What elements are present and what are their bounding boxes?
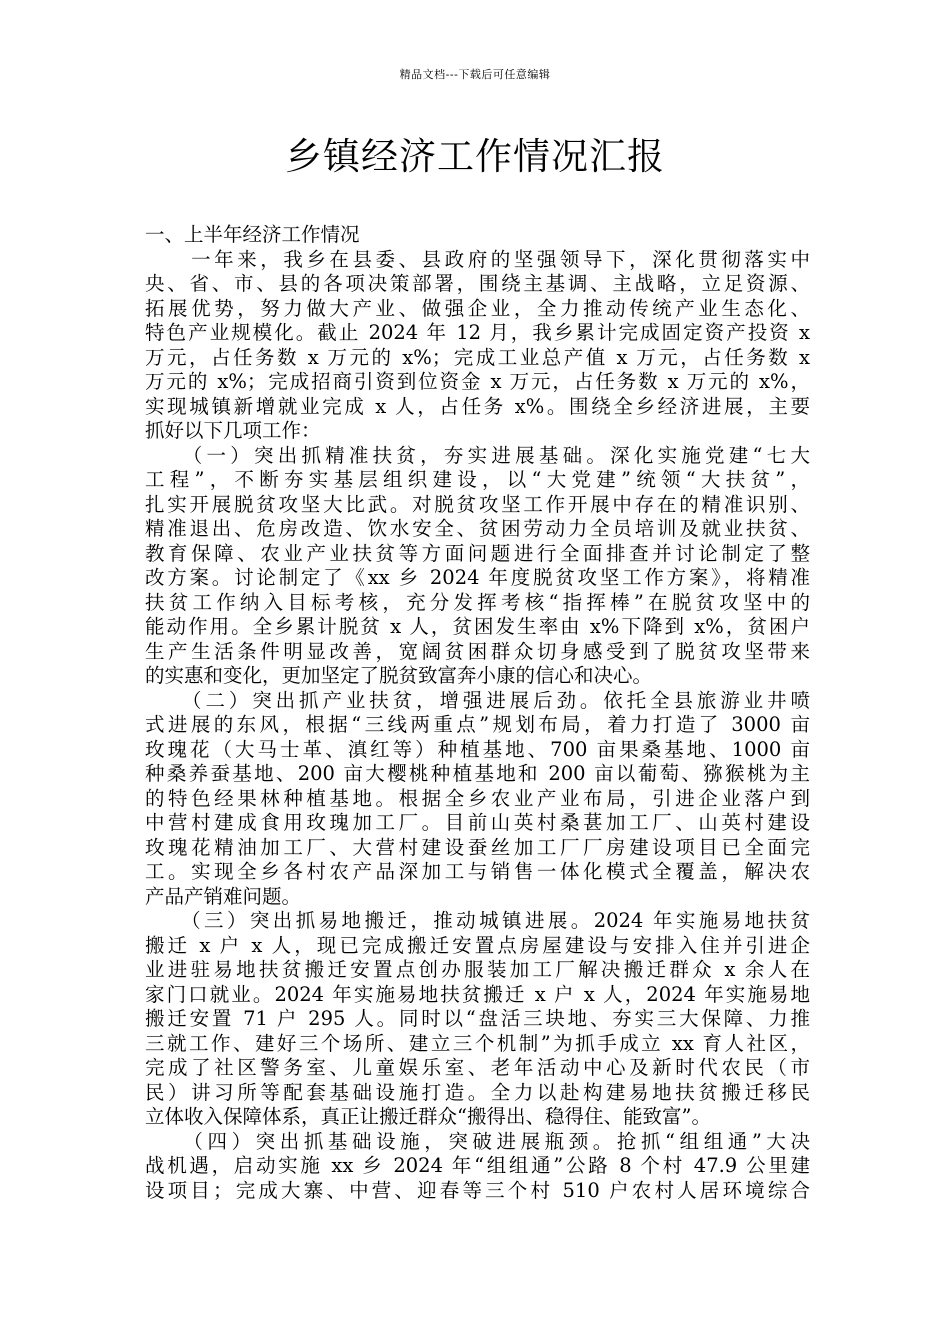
text-line: 种桑养蚕基地、200 亩大樱桃种植基地和 200 亩以葡萄、猕猴桃为主 xyxy=(145,762,810,785)
text-line: 改方案。讨论制定了《xx 乡 2024 年度脱贫攻坚工作方案》，将精准 xyxy=(145,566,810,589)
text-line: 教育保障、农业产业扶贫等方面问题进行全面排查并讨论制定了整 xyxy=(145,541,810,565)
text-line: 实现城镇新增就业完成 x 人，占任务 x%。围绕全乡经济进展，主要 xyxy=(145,394,810,418)
text-line: 玫瑰花精油加工厂、大营村建设蚕丝加工厂厂房建设项目已全面完 xyxy=(145,835,810,859)
text-line: 万元，占任务数 x 万元的 x%；完成工业总产值 x 万元，占任务数 x xyxy=(145,345,810,369)
text-line: （四）突出抓基础设施，突破进展瓶颈。抢抓“组组通”大决 xyxy=(145,1129,810,1153)
text-line: 特色产业规模化。截止 2024 年 12 月，我乡累计完成固定资产投资 x xyxy=(145,321,810,344)
text-line: 万元的 x%；完成招商引资到位资金 x 万元，占任务数 x 万元的 x%， xyxy=(145,370,810,393)
text-line: 精准退出、危房改造、饮水安全、贫困劳动力全员培训及就业扶贫、 xyxy=(145,517,810,540)
body-text xyxy=(145,248,810,1204)
text-line: 完成了社区警务室、儿童娱乐室、老年活动中心及新时代农民（市 xyxy=(145,1056,810,1079)
document-body xyxy=(145,223,810,1203)
text-line: 工程”，不断夯实基层组织建设，以“大党建”统领“大扶贫”， xyxy=(145,468,810,491)
text-line: 扎实开展脱贫攻坚大比武。对脱贫攻坚工作开展中存在的精准识别、 xyxy=(145,492,810,516)
text-line: 扶贫工作纳入目标考核，充分发挥考核“指挥棒”在脱贫攻坚中的 xyxy=(145,590,810,614)
text-line: 三就工作、建好三个场所、建立三个机制”为抓手成立 xx 育人社区， xyxy=(145,1031,810,1055)
text-line: 拓展优势，努力做大产业、做强企业，全力推动传统产业生态化、 xyxy=(145,296,810,320)
header-note: 精品文档---下载后可任意编辑 xyxy=(399,68,551,81)
text-line: （三）突出抓易地搬迁，推动城镇进展。2024 年实施易地扶贫 xyxy=(145,909,810,932)
text-line: 抓好以下几项工作： xyxy=(145,419,321,442)
text-line: 产品产销难问题。 xyxy=(145,884,302,908)
text-line: 搬迁 x 户 x 人，现已完成搬迁安置点房屋建设与安排入住并引进企 xyxy=(145,933,810,957)
text-line: 战机遇，启动实施 xx 乡 2024 年“组组通”公路 8 个村 47.9 公里建 xyxy=(145,1154,810,1177)
text-line: 搬迁安置 71 户 295 人。同时以“盘活三块地、夯实三大保障、力推 xyxy=(145,1007,810,1030)
text-line: 式进展的东风，根据“三线两重点”规划布局，着力打造了 3000 亩 xyxy=(145,713,810,736)
text-line: （二）突出抓产业扶贫，增强进展后劲。依托全县旅游业井喷 xyxy=(145,688,810,712)
text-line: 一年来，我乡在县委、县政府的坚强领导下，深化贯彻落实中 xyxy=(145,247,810,271)
text-line: 立体收入保障体系，真正让搬迁群众“搬得出、稳得住、能致富”。 xyxy=(145,1105,711,1128)
text-line: （一）突出抓精准扶贫，夯实进展基础。深化实施党建“七大 xyxy=(145,443,810,467)
text-line: 工。实现全乡各村农产品深加工与销售一体化模式全覆盖，解决农 xyxy=(145,860,810,883)
text-line: 家门口就业。2024 年实施易地扶贫搬迁 x 户 x 人，2024 年实施易地 xyxy=(145,982,810,1006)
document-title: 乡镇经济工作情况汇报 xyxy=(285,135,665,178)
text-line: 中营村建成食用玫瑰加工厂。目前山英村桑葚加工厂、山英村建设 xyxy=(145,811,810,834)
text-line: 设项目；完成大寨、中营、迎春等三个村 510 户农村人居环境综合 xyxy=(145,1178,810,1202)
text-line: 能动作用。全乡累计脱贫 x 人，贫困发生率由 x%下降到 x%，贫困户 xyxy=(145,615,810,638)
text-line: 生产生活条件明显改善，宽阔贫困群众切身感受到了脱贫攻坚带来 xyxy=(145,639,810,663)
text-line: 玫瑰花（大马士革、滇红等）种植基地、700 亩果桑基地、1000 亩 xyxy=(145,737,810,761)
text-line: 民）讲习所等配套基础设施打造。全力以赴构建易地扶贫搬迁移民 xyxy=(145,1080,810,1104)
text-line: 的实惠和变化，更加坚定了脱贫致富奔小康的信心和决心。 xyxy=(145,664,653,687)
text-line: 央、省、市、县的各项决策部署，围绕主基调、主战略，立足资源、 xyxy=(145,272,810,295)
text-line: 的特色经果林种植基地。根据全乡农业产业布局，引进企业落户到 xyxy=(145,786,810,810)
text-line: 业进驻易地扶贫搬迁安置点创办服装加工厂解决搬迁群众 x 余人在 xyxy=(145,958,810,981)
section-heading: 一、上半年经济工作情况 xyxy=(145,223,360,246)
